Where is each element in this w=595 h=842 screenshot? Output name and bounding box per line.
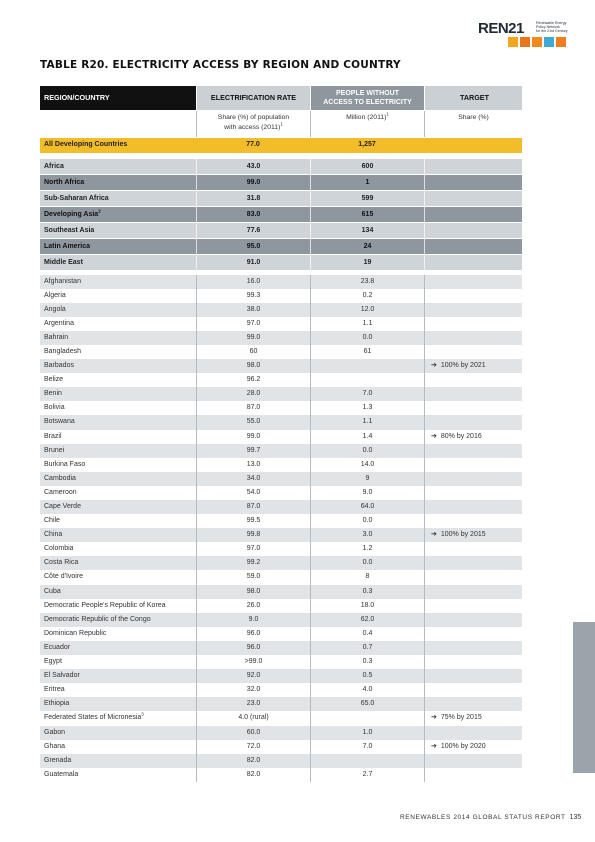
row-name: Cameroon xyxy=(44,488,77,496)
row-name: Grenada xyxy=(44,756,72,764)
recycle-icon xyxy=(508,37,518,47)
row-rate: 91.0 xyxy=(196,255,310,270)
row-people: 1.4 xyxy=(310,430,424,444)
row-target xyxy=(424,570,522,584)
row-name: Ghana xyxy=(44,742,66,750)
table-row xyxy=(40,331,522,345)
row-people: 12.0 xyxy=(310,303,424,317)
row-people xyxy=(310,711,424,725)
row-target xyxy=(424,542,522,556)
row-people: 8 xyxy=(310,570,424,584)
table-row xyxy=(40,345,522,359)
subheader-people-unit: Million $(2011)^1$ xyxy=(310,111,424,137)
row-rate: 77.0 xyxy=(246,141,260,148)
row-rate: 99.3 xyxy=(196,289,310,303)
header-electrification-rate: ELECTRIFICATION RATE xyxy=(197,86,310,110)
page-title: TABLE R20. ELECTRICITY ACCESS BY REGION AND COUNTRY xyxy=(40,59,401,71)
row-people: 9.0 xyxy=(310,486,424,500)
row-name: Benin xyxy=(44,390,62,398)
row-target xyxy=(424,223,522,238)
row-rate: 87.0 xyxy=(196,401,310,415)
row-people: 1 xyxy=(310,175,424,190)
row-target xyxy=(424,627,522,641)
row-target xyxy=(424,585,522,599)
row-people: 0.7 xyxy=(310,641,424,655)
table-row xyxy=(40,444,522,458)
row-target xyxy=(424,514,522,528)
table-row xyxy=(40,556,522,570)
logo-tagline: Renewable Energy Policy Network for the 21st Century xyxy=(536,21,568,33)
logo-icon-strip xyxy=(508,37,566,47)
row-target xyxy=(424,317,522,331)
row-name: Bahrain xyxy=(44,333,69,341)
row-target xyxy=(424,401,522,415)
row-name: Latin America xyxy=(44,242,91,250)
row-name: Guatemala xyxy=(44,770,79,778)
row-name: Angola xyxy=(44,305,66,313)
row-name: Sub-Saharan Africa xyxy=(44,194,109,202)
row-people: 14.0 xyxy=(310,458,424,472)
row-rate: 38.0 xyxy=(196,303,310,317)
region-row xyxy=(40,207,522,222)
region-row xyxy=(40,191,522,206)
row-name: Democratic Republic of the Congo xyxy=(44,615,151,623)
row-rate: 87.0 xyxy=(196,500,310,514)
row-name: Southeast Asia xyxy=(44,226,95,234)
region-row xyxy=(40,159,522,174)
table-row xyxy=(40,514,522,528)
row-rate: 31.8 xyxy=(196,191,310,206)
region-row xyxy=(40,223,522,238)
table-row xyxy=(40,458,522,472)
row-name: Egypt xyxy=(44,658,62,666)
row-target xyxy=(424,387,522,401)
table-row xyxy=(40,726,522,740)
row-rate: 96.2 xyxy=(196,373,310,387)
row-target: ➔ 100% by 2015 xyxy=(424,528,522,542)
row-people xyxy=(310,373,424,387)
page-footer xyxy=(400,814,581,821)
table-row xyxy=(40,697,522,711)
row-target xyxy=(424,641,522,655)
subheader-target-unit: Share (%) xyxy=(424,111,522,137)
table-row xyxy=(40,401,522,415)
row-name: Bangladesh xyxy=(44,347,81,355)
row-target xyxy=(424,556,522,570)
row-target xyxy=(424,613,522,627)
row-name: China xyxy=(44,531,63,539)
row-rate: 28.0 xyxy=(196,387,310,401)
row-rate: 77.6 xyxy=(196,223,310,238)
table-row xyxy=(40,528,522,542)
row-target xyxy=(424,275,522,289)
row-people: 599 xyxy=(310,191,424,206)
row-people: 600 xyxy=(310,159,424,174)
wave-icon xyxy=(544,37,554,47)
header-region-country: REGION/COUNTRY xyxy=(40,86,196,110)
row-people: 1.2 xyxy=(310,542,424,556)
row-rate: 34.0 xyxy=(196,472,310,486)
row-target xyxy=(424,159,522,174)
row-name: Burkina Faso xyxy=(44,460,86,468)
row-rate: 16.0 xyxy=(196,275,310,289)
table-row xyxy=(40,542,522,556)
row-rate: 23.0 xyxy=(196,697,310,711)
row-name: Federated States of Micronesia$^3$ xyxy=(44,712,144,722)
row-people: 24 xyxy=(310,239,424,254)
row-target xyxy=(424,472,522,486)
row-people: 23.8 xyxy=(310,275,424,289)
region-row xyxy=(40,175,522,190)
row-name: Chile xyxy=(44,517,60,525)
arrow-right-icon: ➔ xyxy=(431,432,437,440)
table-row xyxy=(40,430,522,444)
electricity-access-table xyxy=(40,86,522,782)
row-rate: 83.0 xyxy=(196,207,310,222)
row-target xyxy=(424,726,522,740)
row-people: 1.1 xyxy=(310,415,424,429)
row-name: Algeria xyxy=(44,291,66,299)
row-rate: 95.0 xyxy=(196,239,310,254)
row-target xyxy=(424,255,522,270)
row-rate: 99.0 xyxy=(196,430,310,444)
row-people: 0.3 xyxy=(310,655,424,669)
row-rate: 82.0 xyxy=(196,768,310,782)
table-row xyxy=(40,303,522,317)
row-rate: 82.0 xyxy=(196,754,310,768)
table-subheader xyxy=(40,111,522,137)
row-target xyxy=(424,331,522,345)
row-name: All Developing Countries xyxy=(44,141,128,148)
row-rate: 9.0 xyxy=(196,613,310,627)
row-people: 0.0 xyxy=(310,514,424,528)
row-name: Belize xyxy=(44,376,64,384)
row-name: Argentina xyxy=(44,319,74,327)
row-rate: 98.0 xyxy=(196,359,310,373)
row-rate: 92.0 xyxy=(196,669,310,683)
row-target xyxy=(424,175,522,190)
row-target xyxy=(424,345,522,359)
region-row xyxy=(40,255,522,270)
table-row xyxy=(40,373,522,387)
row-people: 4.0 xyxy=(310,683,424,697)
row-rate: 54.0 xyxy=(196,486,310,500)
row-target xyxy=(424,599,522,613)
table-row xyxy=(40,641,522,655)
row-name: Cuba xyxy=(44,587,61,595)
table-row xyxy=(40,359,522,373)
row-target xyxy=(424,500,522,514)
row-name: Cambodia xyxy=(44,474,76,482)
row-people: 134 xyxy=(310,223,424,238)
table-row xyxy=(40,599,522,613)
sun-icon xyxy=(520,37,530,47)
row-name: Africa xyxy=(44,162,64,170)
region-row xyxy=(40,239,522,254)
row-name: Costa Rica xyxy=(44,559,79,567)
row-people: 3.0 xyxy=(310,528,424,542)
row-people: 1.0 xyxy=(310,726,424,740)
table-row xyxy=(40,317,522,331)
leaf-icon xyxy=(556,37,566,47)
row-rate: 4.0 (rural) xyxy=(196,711,310,725)
row-rate: 99.5 xyxy=(196,514,310,528)
table-row xyxy=(40,472,522,486)
row-rate: 26.0 xyxy=(196,599,310,613)
row-people: 9 xyxy=(310,472,424,486)
table-row xyxy=(40,754,522,768)
row-rate: >99.0 xyxy=(196,655,310,669)
table-row xyxy=(40,585,522,599)
table-row xyxy=(40,486,522,500)
table-row xyxy=(40,740,522,754)
row-rate: 99.8 xyxy=(196,528,310,542)
row-target xyxy=(424,239,522,254)
row-rate: 99.0 xyxy=(196,175,310,190)
table-row xyxy=(40,711,522,725)
arrow-right-icon: ➔ xyxy=(431,531,437,539)
row-people: 7.0 xyxy=(310,740,424,754)
all-developing-countries-row xyxy=(40,138,522,153)
row-name: Ecuador xyxy=(44,643,71,651)
header-people-without-access: PEOPLE WITHOUT ACCESS TO ELECTRICITY xyxy=(311,86,424,110)
row-people: 1.3 xyxy=(310,401,424,415)
row-target xyxy=(424,754,522,768)
ren21-logo xyxy=(478,20,578,48)
row-people: 18.0 xyxy=(310,599,424,613)
arrow-right-icon: ➔ xyxy=(431,742,437,750)
table-row xyxy=(40,289,522,303)
row-target: ➔ 100% by 2021 xyxy=(424,359,522,373)
regions-section xyxy=(40,159,522,270)
row-target xyxy=(424,138,522,153)
row-target: ➔ 100% by 2020 xyxy=(424,740,522,754)
row-people: 19 xyxy=(310,255,424,270)
logo-wordmark: REN21 xyxy=(478,20,524,37)
table-row xyxy=(40,683,522,697)
table-row xyxy=(40,768,522,782)
row-name: Brunei xyxy=(44,446,65,454)
row-people: 615 xyxy=(310,207,424,222)
row-people: 62.0 xyxy=(310,613,424,627)
side-tab xyxy=(573,622,595,773)
row-people: 64.0 xyxy=(310,500,424,514)
table-row xyxy=(40,570,522,584)
row-target xyxy=(424,669,522,683)
row-name: Dominican Republic xyxy=(44,629,107,637)
row-name: Botswana xyxy=(44,418,75,426)
page-number: 135 xyxy=(569,814,582,821)
row-target xyxy=(424,655,522,669)
row-rate: 13.0 xyxy=(196,458,310,472)
row-rate: 97.0 xyxy=(196,542,310,556)
row-rate: 98.0 xyxy=(196,585,310,599)
row-target: ➔ 75% by 2015 xyxy=(424,711,522,725)
table-row xyxy=(40,669,522,683)
row-people: 0.3 xyxy=(310,585,424,599)
row-rate: 60.0 xyxy=(196,726,310,740)
table-row xyxy=(40,500,522,514)
row-people: 2.7 xyxy=(310,768,424,782)
row-rate: 72.0 xyxy=(196,740,310,754)
row-name: Gabon xyxy=(44,728,66,736)
row-rate: 59.0 xyxy=(196,570,310,584)
row-name: Eritrea xyxy=(44,686,65,694)
row-rate: 60 xyxy=(196,345,310,359)
row-target xyxy=(424,444,522,458)
row-target xyxy=(424,458,522,472)
row-people: 0.0 xyxy=(310,556,424,570)
row-name: Brazil xyxy=(44,432,62,440)
row-name: Developing Asia$^2$ xyxy=(44,208,101,218)
row-rate: 96.0 xyxy=(196,627,310,641)
row-target xyxy=(424,289,522,303)
table-row xyxy=(40,387,522,401)
countries-section xyxy=(40,275,522,782)
row-target xyxy=(424,373,522,387)
row-rate: 96.0 xyxy=(196,641,310,655)
row-name: Middle East xyxy=(44,258,83,266)
row-people xyxy=(310,359,424,373)
table-row xyxy=(40,655,522,669)
row-rate: 43.0 xyxy=(196,159,310,174)
arrow-right-icon: ➔ xyxy=(431,714,437,722)
row-rate: 99.7 xyxy=(196,444,310,458)
subheader-rate-unit: Share (%) of population with access $(2011)^1$ xyxy=(196,111,310,137)
table-row xyxy=(40,627,522,641)
table-row xyxy=(40,613,522,627)
row-rate: 97.0 xyxy=(196,317,310,331)
row-people: 61 xyxy=(310,345,424,359)
row-people: 7.0 xyxy=(310,387,424,401)
row-people: 1,257 xyxy=(358,141,376,148)
row-people xyxy=(310,754,424,768)
table-row xyxy=(40,275,522,289)
row-name: Ethiopia xyxy=(44,700,70,708)
row-target xyxy=(424,486,522,500)
power-icon xyxy=(532,37,542,47)
row-target xyxy=(424,697,522,711)
table-row xyxy=(40,415,522,429)
row-people: 1.1 xyxy=(310,317,424,331)
row-target xyxy=(424,683,522,697)
row-name: Cape Verde xyxy=(44,503,81,510)
row-rate: 55.0 xyxy=(196,415,310,429)
row-people: 0.2 xyxy=(310,289,424,303)
row-name: Côte d'Ivoire xyxy=(44,573,84,581)
row-target xyxy=(424,191,522,206)
row-target xyxy=(424,303,522,317)
row-people: 65.0 xyxy=(310,697,424,711)
row-people: 0.4 xyxy=(310,627,424,641)
row-name: El Salvador xyxy=(44,672,80,680)
row-name: Afghanistan xyxy=(44,277,81,285)
row-target xyxy=(424,768,522,782)
arrow-right-icon: ➔ xyxy=(431,362,437,370)
row-people: 0.5 xyxy=(310,669,424,683)
row-rate: 99.0 xyxy=(196,331,310,345)
header-target: TARGET xyxy=(425,86,522,110)
row-rate: 99.2 xyxy=(196,556,310,570)
row-people: 0.0 xyxy=(310,331,424,345)
row-target: ➔ 80% by 2016 xyxy=(424,430,522,444)
row-target xyxy=(424,415,522,429)
footer-report-title: RENEWABLES 2014 GLOBAL STATUS REPORT xyxy=(400,814,566,821)
row-name: North Africa xyxy=(44,178,85,186)
row-rate: 32.0 xyxy=(196,683,310,697)
row-name: Democratic People's Republic of Korea xyxy=(44,601,166,609)
row-people: 0.0 xyxy=(310,444,424,458)
row-name: Bolivia xyxy=(44,404,65,412)
row-name: Colombia xyxy=(44,545,74,553)
row-name: Barbados xyxy=(44,362,74,370)
row-target xyxy=(424,207,522,222)
table-header xyxy=(40,86,522,110)
